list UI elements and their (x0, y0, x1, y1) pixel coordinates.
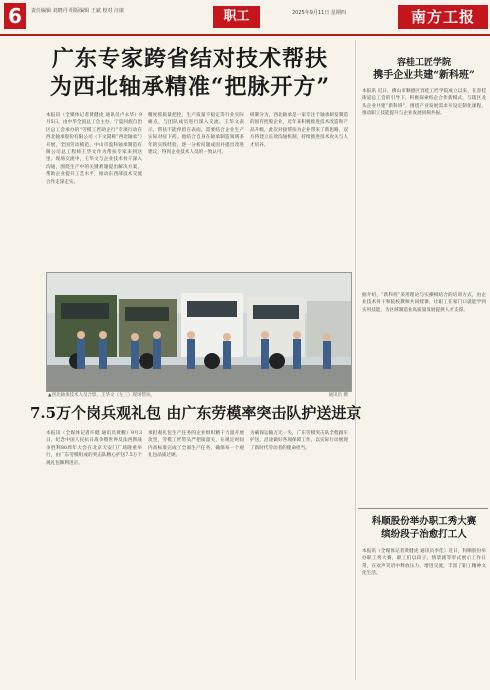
main-story-col1: 本报讯（全媒体记者黄健虎 通讯员卢永华）9月5日，由中华全国总工会主办、宁夏回族自治区总工会承办的“劳模工匠助企行”专项行动在西北轴承股份有限公司（下文简称“西北轴承”）开展，全国劳动模范、中山市盈科轴承制造有限公司总工程师王华文作为帮扶专家来到这里。现场交流中，王华文与企业技术骨干深入沟通，围绕生产中的关键难题提出解决方案，帮助企业提升工艺水平，推动东西部技术交流合作走深走实。 (46, 113, 142, 185)
main-headline (30, 45, 350, 101)
second-story-col1: 本报讯（全媒体记者许健 通讯员黄鹏）9月3日，纪念中国人民抗日战争暨世界反法西斯战争胜利80周年大会在北京天安门广场隆重举行，由广东劳模组成的突击队精心护送7.5万个观礼包顺利进京。 (46, 431, 142, 466)
right-story-body2: 据介绍，“新科班”采用理论与实操相结合的培训方式，由企业技术骨干和院校教师共同授课，让职工在家门口就能学到实用技能，为区域制造业高质量发展提供人才支撑。 (362, 293, 486, 313)
section-tag: 职工 (213, 6, 260, 28)
right-headline-line1: 容桂工匠学院 (396, 58, 451, 68)
right-headline-2-line2: 缤纷段子治愈打工人 (381, 529, 467, 540)
publication-date: 2025年9月11日 星期四 (292, 10, 346, 16)
photo-caption (46, 392, 350, 400)
right-story-body1: 本报讯 近日，佛山市顺德区容桂工匠学院成立以来，在容桂街道总工会的引导下，积极探索校企合作新模式，与辖区龙头企业共建“新科班”，围绕产业发展需求开设定制化课程，推动职工技能提升与企业发展同频共振。 (362, 89, 486, 117)
photo-caption-text: ▲西北轴承技术人员合影，王华文（左三）现场帮扶。 (48, 393, 155, 398)
second-headline: 7.5万个岗兵观礼包 由广东劳模率突击队护送进京 (30, 404, 362, 422)
right-headline-2 (362, 515, 486, 541)
issue-info: 责任编辑 刘晓丹 组版编辑 王斌 校对 汪康 (31, 8, 124, 14)
main-headline-line1: 广东专家跨省结对技术帮扶 (51, 46, 328, 72)
masthead (0, 0, 490, 36)
right-headline (362, 57, 486, 82)
second-story-col2: 承担观礼包生产任务的企业组织精干力量开展攻坚，劳模工匠带头严把质量关，在规定时间内高标准完成了全部生产任务，确保每一个观礼包品质过硬。 (148, 431, 244, 459)
right-headline-line2: 携手企业共建“新科班” (373, 70, 475, 81)
second-story-col3: 为确保运输万无一失，广东劳模突击队全程跟车护送，沿途做好各项保障工作，以实际行动展现了新时代劳动者的使命担当。 (250, 431, 348, 451)
main-story-col2: 精度抓质量把控，生产质量不稳定等行业实际痛点，与团队成员进行深入交流。王华文表示，帮扶不能停留在表面，需要结合企业生产实际对症下药。他结合自身在轴承制造领域多年的实践经验，逐一分析问题成因并提出改进建议，得到企业技术人员的一致认可。 (148, 113, 244, 156)
right-headline-2-line1: 科顺股份举办职工秀大赛 (371, 516, 477, 527)
group-photo (46, 272, 352, 392)
column-rule (355, 40, 356, 680)
photo-credit: 通讯员 摄 (328, 393, 348, 398)
right-column-divider (358, 508, 488, 509)
page-number: 6 (4, 3, 26, 29)
newspaper-logo: 南方工报 (398, 5, 488, 29)
main-headline-line2: 为西北轴承精准“把脉开方” (49, 74, 331, 100)
main-story-col3: 研制分为，西北轴承是一家专注于轴承研发制造的国有控股企业，近年来积极推进技术改造和产品升级，此次对接帮扶为企业带来了新思路，双方将建立长效沟通机制，持续推进技术攻关与人才培养。 (250, 113, 348, 148)
right-story-body3: 本报讯（全媒体记者黄健虎 通讯员李佳）近日，科顺股份举办职工秀大赛，职工们以段子、情景剧等形式展示工作日常，在欢声笑语中释放压力、增进交流，丰富了职工精神文化生活。 (362, 549, 486, 577)
